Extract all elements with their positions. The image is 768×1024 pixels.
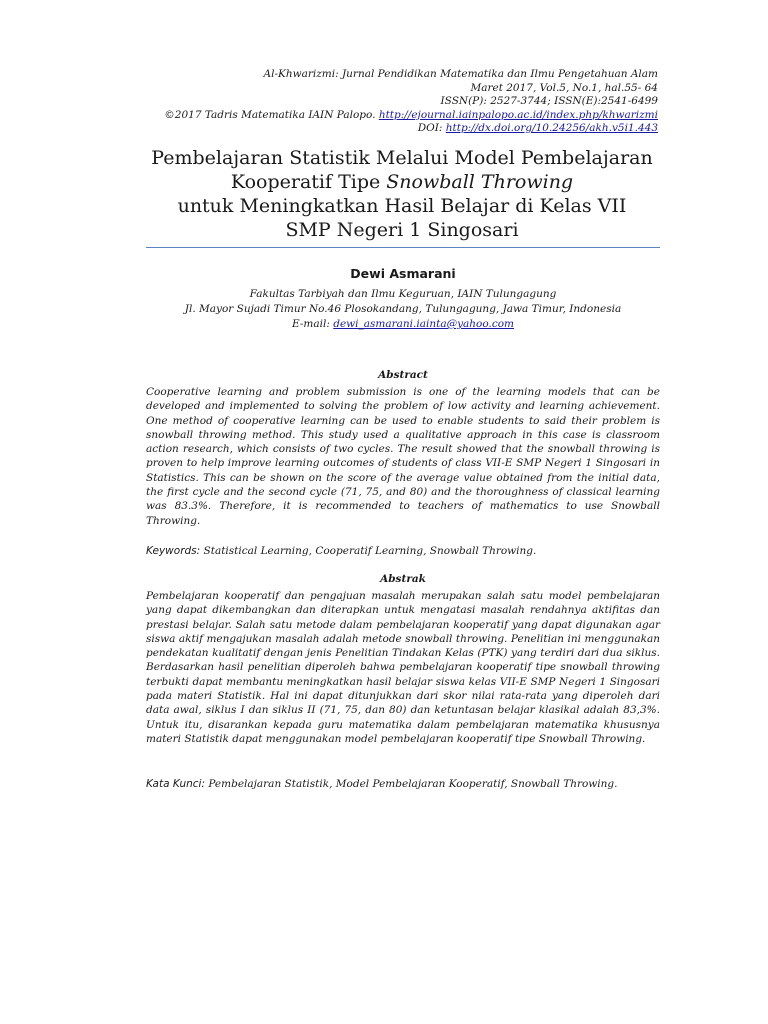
author-email-link[interactable]: dewi_asmarani.iainta@yahoo.com [333, 318, 514, 330]
doi-label: DOI: [417, 122, 443, 134]
abstrak-body: Pembelajaran kooperatif dan pengajuan masalah merupakan salah satu model pembelajaran yang dapat dikembangkan dan diterapkan untuk mengatasi masalah rendahnya aktifitas dan prestasi belajar. Salah satu metode dalam pembelajaran kooperatif yang dapat digunakan agar siswa aktif mengajukan masalah adalah metode snowball throwing. Penelitian ini menggunakan pendekatan kualitatif dengan jenis Penelitian Tindakan Kelas (PTK) yang terdiri dari dua siklus. Berdasarkan hasil penelitian diperoleh bahwa pembelajaran kooperatif tipe snowball throwing terbukti dapat membantu meningkatkan hasil belajar siswa kelas VII-E SMP Negeri 1 Singosari pada materi Statistik. Hal ini dapat ditunjukkan dari skor nilai rata-rata yang diperoleh dari data awal, siklus I dan siklus II (71, 75, dan 80) dan ketuntasan belajar klasikal adalah 83,3%. Untuk itu, disarankan kepada guru matematika dalam pembelajaran matematika khususnya materi Statistik dapat menggunakan model pembelajaran kooperatif tipe Snowball Throwing. [146, 590, 660, 745]
journal-name: Al-Khwarizmi: Jurnal Pendidikan Matematika dan Ilmu Pengetahuan Alam [263, 68, 658, 80]
kata-kunci-label: Kata Kunci: [146, 778, 205, 790]
journal-header [98, 68, 658, 136]
title-divider [146, 247, 660, 248]
title-line-4: SMP Negeri 1 Singosari [285, 219, 519, 241]
journal-doi-line [98, 122, 658, 136]
author-email-line [146, 317, 660, 332]
paper-title [146, 146, 658, 242]
doi-link[interactable]: http://dx.doi.org/10.24256/akh.v5i1.443 [445, 122, 658, 134]
title-line-2 [146, 170, 658, 194]
title-line-1: Pembelajaran Statistik Melalui Model Pembelajaran [151, 147, 653, 169]
title-line-2-prefix: Kooperatif Tipe [230, 171, 381, 193]
journal-copyright-line [98, 109, 658, 123]
abstract-body: Cooperative learning and problem submission is one of the learning models that can be developed and implemented to solving the problem of low activity and learning achievement. One method of cooperative learning can be used to enable students to said their problem is snowball throwing method. This study used a qualitative approach in this case is classroom action research, which consists of two cycles. The result showed that the snowball throwing is proven to help improve learning outcomes of students of class VII-E SMP Negeri 1 Singosari in Statistics. This can be shown on the score of the average value obtained from the initial data, the first cycle and the second cycle (71, 75, and 80) and the thoroughness of classical learning was 83.3%. Therefore, it is recommended to teachers of mathematics to use Snowball Throwing. [146, 386, 660, 527]
journal-issue: Maret 2017, Vol.5, No.1, hal.55- 64 [470, 81, 658, 94]
abstrak-heading: Abstrak [380, 573, 426, 585]
abstract-heading: Abstract [378, 369, 428, 381]
author-faculty: Fakultas Tarbiyah dan Ilmu Keguruan, IAIN Tulungagung [249, 288, 557, 300]
journal-url-link[interactable]: http://ejournal.iainpalopo.ac.id/index.php/khwarizmi [378, 108, 658, 121]
author-address: Jl. Mayor Sujadi Timur No.46 Plosokandang, Tulungagung, Jawa Timur, Indonesia [184, 303, 622, 315]
title-line-2-italic: Snowball Throwing [386, 171, 574, 193]
kata-kunci-line [146, 778, 660, 790]
keywords-line [146, 545, 660, 557]
keywords-text: Statistical Learning, Cooperatif Learning, Snowball Throwing. [203, 545, 537, 557]
author-affiliation [146, 287, 660, 332]
keywords-label: Keywords: [146, 545, 201, 557]
kata-kunci-text: Pembelajaran Statistik, Model Pembelajaran Kooperatif, Snowball Throwing. [208, 778, 618, 790]
author-name: Dewi Asmarani [350, 266, 456, 281]
journal-issn: ISSN(P): 2527-3744; ISSN(E):2541-6499 [440, 95, 658, 107]
journal-copyright: ©2017 Tadris Matematika IAIN Palopo. [164, 108, 376, 121]
email-label: E-mail: [292, 318, 330, 330]
title-line-3: untuk Meningkatkan Hasil Belajar di Kelas VII [177, 195, 627, 217]
